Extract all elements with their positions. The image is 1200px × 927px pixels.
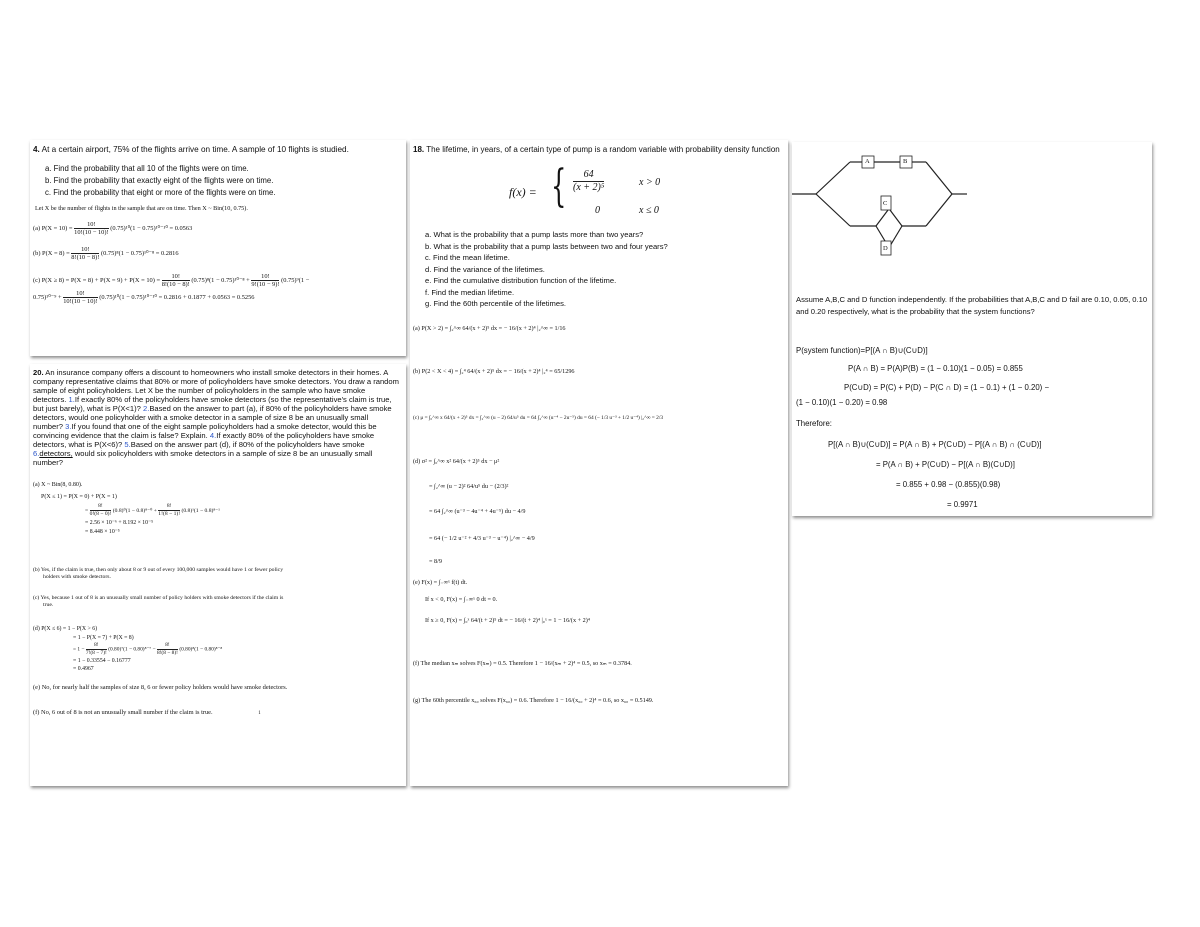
p18-part-c: c. Find the mean lifetime. [425, 253, 510, 262]
p18-sol-a: (a) P(X > 2) = ∫₂^∞ 64/(x + 2)⁵ dx = − 16/(x + 2)⁴ |₂^∞ = 1/16 [413, 324, 566, 332]
problem-4-intro: Let X be the number of flights in the sample that are on time. Then X ~ Bin(10, 0.75). [35, 205, 248, 212]
pdf-lhs: f(x) = [509, 185, 537, 199]
p20-a2-frac2 [158, 503, 180, 518]
q2-number: 2. [142, 404, 150, 413]
problem-20-question [33, 368, 400, 467]
problem-4-solution-c [33, 273, 400, 288]
q2-text: Based on the answer to part (a), if 80% of the policyholders have smoke detectors, would one policyholder with a smoke detector in a sample of size 8 be an unusually small number? [33, 404, 392, 431]
problem-4-solution-b [33, 246, 400, 261]
sol-c2-num: 10! [76, 290, 85, 297]
p20-sol-c2: true. [43, 602, 54, 608]
reliability-diagram [792, 142, 1152, 282]
p20-a2-mid: (0.8)⁰(1 − 0.8)⁸⁻⁰ + [112, 507, 157, 514]
q1-number: 1. [68, 395, 75, 404]
sol-b-den: 8!(10 − 8)! [71, 254, 100, 261]
q6-number: 6. [33, 449, 40, 458]
p18-sol-e1: (e) F(x) = ∫₋∞ˣ f(t) dt. [413, 578, 468, 586]
p18-sol-g: (g) The 60th percentile x₆₀ solves F(x₆₀) = 0.6. Therefore 1 − 16/(x₆₀ + 2)⁴ = 0.6, so x₆₀ = 0.5149. [413, 696, 654, 704]
p20-sol-a3: = 2.56 × 10⁻⁶ + 8.192 × 10⁻⁵ [85, 520, 154, 526]
p18-sol-d1: (d) σ² = ∫₀^∞ x² 64/(x + 2)⁵ dx − μ² [413, 457, 500, 465]
p18-sol-b: (b) P(2 < X < 4) = ∫₂⁴ 64/(x + 2)⁵ dx = − 16/(x + 2)⁴ |₂⁴ = 65/1296 [413, 367, 575, 375]
p18-sol-d3: = 64 ∫₂^∞ (u⁻³ − 4u⁻⁴ + 4u⁻⁵) du − 4/9 [429, 507, 526, 515]
p18-part-e: e. Find the cumulative distribution function of the lifetime. [425, 276, 617, 285]
p18-part-f: f. Find the median lifetime. [425, 287, 515, 297]
system-line-1: P(system function)=P[(A ∩ B)∪(C∪D)] [796, 346, 928, 355]
problem-20-number: 20. [33, 368, 44, 377]
q4-number: 4. [209, 431, 217, 440]
problem-4-solution-c-cont [33, 290, 400, 305]
system-line-8: = 0.855 + 0.98 − (0.855)(0.98) [896, 480, 1001, 489]
q3-text: If you found that one of the eight sample policyholders had a smoke detector, would this be convincing evidence that the claim is false? Explain. [33, 422, 377, 440]
q1-text: If exactly 80% of the policyholders have smoke detectors (so the representative's claim is true, but just barely), what is P(X<1)? [33, 395, 392, 413]
problem-18-text: The lifetime, in years, of a certain type of pump is a random variable with probability density function [426, 145, 780, 154]
pdf-num: 64 [583, 169, 594, 180]
pdf-zero: 0 [595, 205, 600, 216]
system-line-6: P[(A ∩ B)∪(C∪D)] = P(A ∩ B) + P(C∪D) − P[(A ∩ B) ∩ (C∪D)] [828, 440, 1042, 449]
p20-a2-den2: 1!(8 − 1)! [158, 511, 181, 517]
sol-a-num: 10! [87, 221, 96, 228]
p20-a2-num2: 8! [166, 503, 172, 509]
sol-b-num: 10! [81, 246, 90, 253]
problem-4-solution-a [33, 221, 400, 236]
p20-sol-a4: = 8.448 × 10⁻⁵ [85, 529, 120, 535]
problem-20-text: An insurance company offers a discount to homeowners who install smoke detectors in their homes. A company representative claims that 80% or more of policyholders have smoke detectors. You draw a random sample of eight policyholders. Let X be the number of policyholders in the sample who have smoke detectors. [33, 368, 399, 404]
sol-c2-den: 10!(10 − 10)! [63, 298, 98, 305]
p20-a2-frac1 [90, 503, 112, 518]
q6-text: would six policyholders with smoke detectors in a sample of size 8 be an unusually small number? [33, 449, 373, 467]
sol-c-num1: 10! [171, 273, 180, 280]
problem-18-question [413, 144, 784, 155]
p18-sol-e2: If x < 0, F(x) = ∫₋∞ˣ 0 dt = 0. [425, 595, 498, 603]
sol-c-den2: 9!(10 − 9)! [251, 281, 280, 288]
component-c-label: C [883, 200, 888, 207]
p20-sol-f-text: (f) No, 6 out of 8 is not an unusually small number if the claim is true. [33, 709, 213, 716]
problem-4-number: 4. [33, 145, 40, 154]
sol-c-mid1: (0.75)⁸(1 − 0.75)¹⁰⁻⁸ + [191, 276, 250, 284]
p20-a2-end: (0.8)¹(1 − 0.8)⁸⁻¹ [181, 507, 220, 514]
problem-18-parts [425, 229, 784, 310]
sol-c-mid2: (0.75)⁹(1 − [281, 276, 310, 284]
p20-sol-a2 [85, 503, 400, 518]
q4-text: If exactly 80% of the policyholders have smoke detectors, what is P(X<6)? [33, 431, 375, 449]
sol-c-fraction-2 [251, 273, 279, 288]
sol-a-lhs: (a) P(X = 10) = [33, 224, 73, 232]
system-question: Assume A,B,C and D function independently. If the probabilities that A,B,C and D fail are 0.10, 0.05, 0.10 and 0.20 respectively, what is the probability that the system functions? [796, 295, 1148, 316]
sol-b-rhs: (0.75)⁸(1 − 0.75)¹⁰⁻⁸ = 0.2816 [100, 249, 179, 257]
p20-sol-a1: P(X ≤ 1) = P(X = 0) + P(X = 1) [41, 494, 117, 500]
component-d-label: D [883, 245, 888, 252]
p18-sol-d5: = 8/9 [429, 557, 442, 565]
p20-sol-d1: (d) P(X ≤ 6) = 1 − P(X > 6) [33, 626, 98, 632]
p20-sol-b: (b) Yes, if the claim is true, then only about 8 or 9 out of every 100,000 samples would have 1 or fewer policy [33, 567, 284, 573]
problem-18-panel [410, 140, 788, 786]
page-mark: 1 [258, 711, 261, 716]
p20-sol-c: (c) Yes, because 1 out of 8 is an unusually small number of policy holders with smoke detectors if the claim is [33, 595, 284, 601]
sol-c-den1: 8!(10 − 8)! [161, 281, 190, 288]
q3-number: 3. [65, 422, 72, 431]
system-line-7: = P(A ∩ B) + P(C∪D) − P[(A ∩ B)(C∪D)] [876, 460, 1015, 469]
p18-sol-c: (c) μ = ∫₀^∞ x 64/(x + 2)⁵ dx = ∫₂^∞ (u − 2) 64/u⁵ du = 64 ∫₂^∞ (u⁻⁴ − 2u⁻⁵) du = 64 (− 1/3 u⁻³ + 1/2 u⁻⁴) |₂^∞ = 2/3 [413, 414, 664, 421]
problem-4-parts [45, 163, 400, 199]
problem-4-panel [30, 140, 406, 356]
p18-sol-f: (f) The median xₘ solves F(xₘ) = 0.5. Therefore 1 − 16/(xₘ + 2)⁴ = 0.5, so xₘ = 0.3784. [413, 659, 632, 667]
sol-c2-fraction [63, 290, 97, 305]
p20-d3-frac2 [157, 642, 178, 657]
p20-d3-num1: 8! [94, 642, 99, 648]
sol-c2-lhs: 0.75)¹⁰⁻⁹ + [33, 293, 62, 301]
sol-c-fraction-1 [162, 273, 190, 288]
problem-20-panel [30, 364, 406, 786]
problem-4-text: At a certain airport, 75% of the flights arrive on time. A sample of 10 flights is studied. [41, 145, 349, 154]
pdf-definition [413, 161, 784, 221]
sol-a-fraction [74, 221, 108, 236]
p20-d3-end: (0.80)⁸(1 − 0.80)⁸⁻⁸ [179, 646, 223, 653]
p20-sol-d3 [73, 642, 400, 657]
sol-b-lhs: (b) P(X = 8) = [33, 249, 70, 257]
p20-sol-b2: holders with smoke detectors. [43, 574, 111, 580]
p20-d3-den1: 7!(8 − 7)! [85, 650, 107, 656]
p18-part-d: d. Find the variance of the lifetimes. [425, 264, 545, 274]
problem-4-part-c: c. Find the probability that eight or more of the flights were on time. [45, 188, 276, 197]
p20-a2-num1: 8! [98, 503, 103, 509]
system-line-9: = 0.9971 [947, 500, 978, 509]
system-line-3: P(C∪D) = P(C) + P(D) − P(C ∩ D) = (1 − 0.1) + (1 − 0.20) − [844, 383, 1049, 392]
p18-part-g: g. Find the 60th percentile of the lifetimes. [425, 299, 566, 308]
p18-part-a: a. What is the probability that a pump lasts more than two years? [425, 230, 644, 239]
component-a-label: A [865, 158, 870, 165]
p20-d3-pre: = 1 − [73, 646, 85, 653]
component-b-label: B [903, 158, 908, 165]
q6-link[interactable]: detectors, [39, 449, 73, 458]
p18-sol-d4: = 64 (− 1/2 u⁻² + 4/3 u⁻³ − u⁻⁴) |₂^∞ − 4/9 [429, 534, 535, 542]
q5-text: Based on the answer part (d), if 80% of the policyholders have smoke [130, 440, 365, 449]
p20-sol-f [33, 708, 400, 718]
sol-c-num2: 10! [261, 273, 270, 280]
system-reliability-panel [792, 142, 1152, 516]
sol-a-den: 10!(10 − 10)! [74, 229, 109, 236]
q5-number: 5. [124, 440, 131, 449]
pdf-den: (x + 2)⁵ [573, 182, 605, 193]
p20-sol-d4: = 1 − 0.33554 − 0.16777 [73, 658, 131, 664]
p20-d3-mid: (0.80)⁷(1 − 0.80)⁸⁻⁷ − [108, 646, 156, 653]
problem-4-part-b: b. Find the probability that exactly eight of the flights were on time. [45, 176, 274, 185]
sol-a-rhs: (0.75)¹⁰(1 − 0.75)¹⁰⁻¹⁰ = 0.0563 [110, 224, 193, 232]
p18-sol-e3: If x ≥ 0, F(x) = ∫₀ˣ 64/(t + 2)⁵ dt = − 16/(t + 2)⁴ |₀ˣ = 1 − 16/(x + 2)⁴ [425, 616, 590, 624]
p20-sol-a-head: (a) X ~ Bin(8, 0.80). [33, 482, 83, 488]
p18-part-b: b. What is the probability that a pump lasts between two and four years? [425, 241, 668, 251]
problem-18-number: 18. [413, 145, 425, 154]
p20-d3-num2: 8! [165, 642, 170, 648]
p20-sol-d2: = 1 − P(X = 7) + P(X = 8) [73, 635, 134, 641]
system-line-5: Therefore: [796, 419, 832, 428]
sol-c2-rhs: (0.75)¹⁰(1 − 0.75)¹⁰⁻¹⁰ = 0.2816 + 0.1877 + 0.0563 = 0.5256 [99, 293, 255, 301]
p20-a2-den1: 0!(8 − 0)! [89, 511, 112, 517]
system-line-4: (1 − 0.10)(1 − 0.20) = 0.98 [796, 398, 888, 407]
p20-sol-e: (e) No, for nearly half the samples of size 8, 6 or fewer policy holders would have smoke detectors. [33, 684, 288, 691]
pdf-fraction [573, 169, 604, 194]
p20-d3-den2: 8!(8 − 8)! [156, 650, 178, 656]
sol-c-lhs: (c) P(X ≥ 8) = P(X = 8) + P(X = 9) + P(X = 10) = [33, 276, 161, 284]
problem-4-part-a: a. Find the probability that all 10 of the flights were on time. [45, 164, 249, 173]
p20-sol-d5: = 0.4967 [73, 666, 94, 672]
p20-d3-frac1 [86, 642, 107, 657]
pdf-cond-2: x ≤ 0 [639, 205, 659, 216]
problem-4-question [33, 144, 400, 155]
system-line-2: P(A ∩ B) = P(A)P(B) = (1 − 0.10)(1 − 0.05) = 0.855 [848, 364, 1023, 373]
pdf-brace: { [551, 161, 567, 212]
p20-a2-eq: = [85, 507, 89, 514]
p18-sol-d2: = ∫₂^∞ (u − 2)² 64/u⁵ du − (2/3)² [429, 482, 509, 490]
pdf-cond-1: x > 0 [639, 177, 661, 188]
sol-b-fraction [71, 246, 99, 261]
